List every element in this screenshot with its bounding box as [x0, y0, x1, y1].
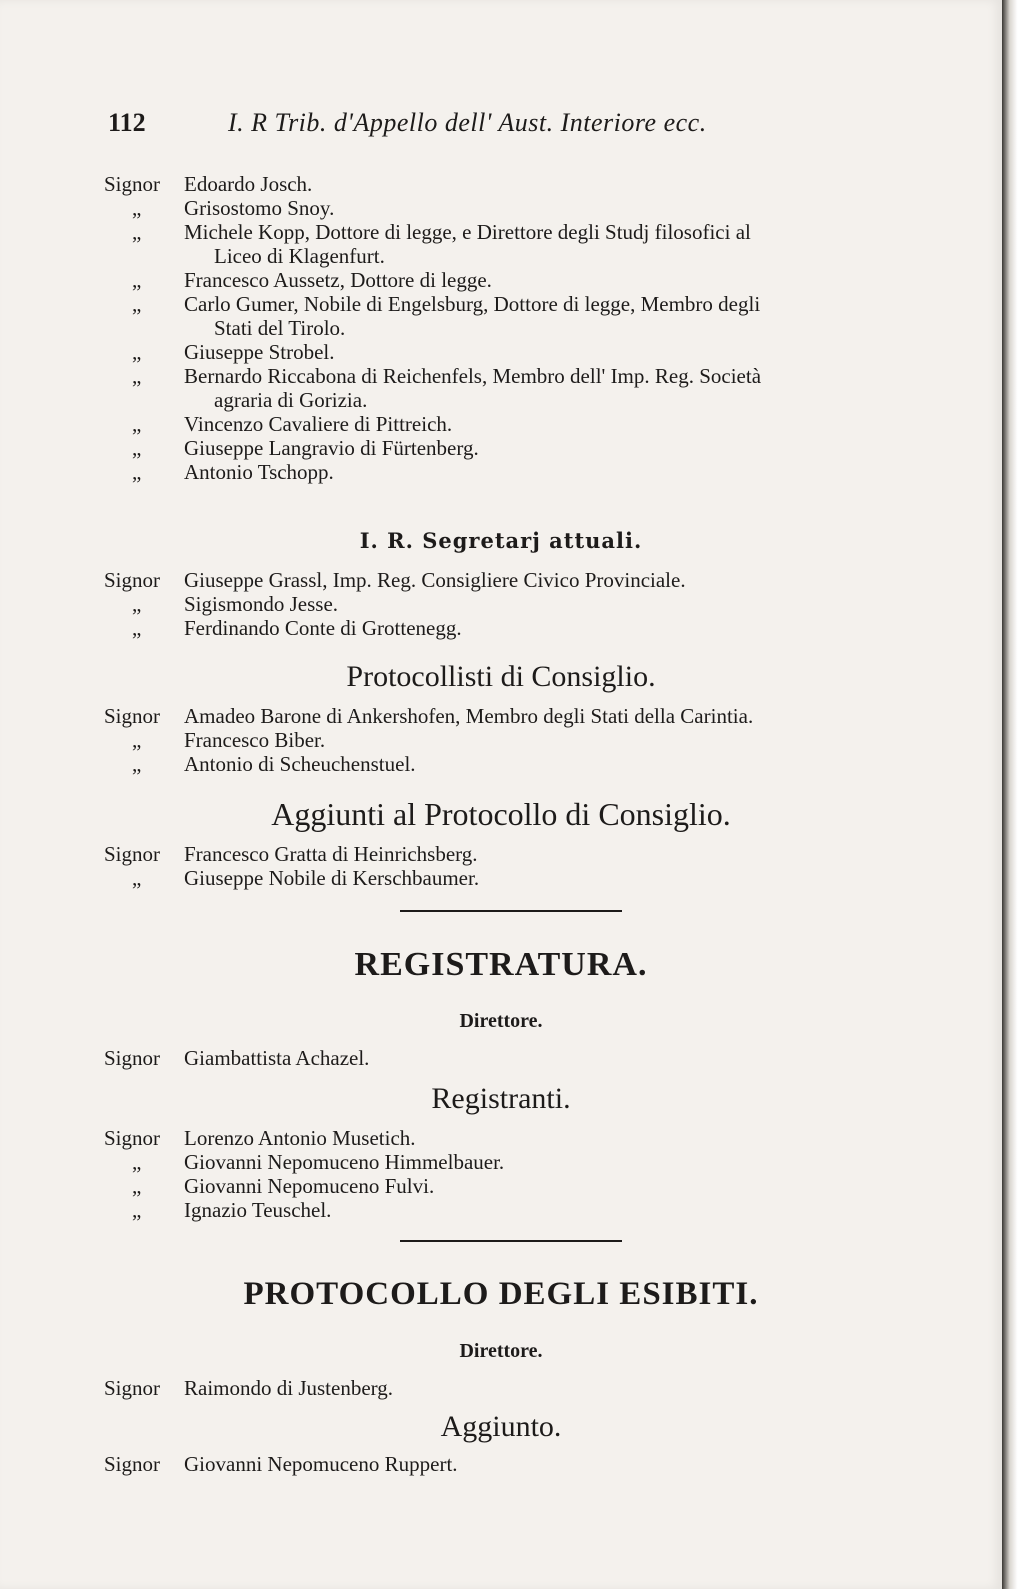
- esibiti-aggiunto: [104, 1452, 934, 1476]
- list-item: [104, 364, 934, 412]
- ditto-mark: „: [132, 412, 142, 436]
- entry-prefix: Signor: [104, 568, 161, 592]
- entry-text: Giuseppe Grassl, Imp. Reg. Consigliere Civico Provinciale.: [184, 568, 686, 592]
- list-item: [104, 704, 934, 728]
- registratura-direttore: [104, 1046, 934, 1070]
- entry-text: Francesco Biber.: [184, 728, 326, 752]
- entry-text: Amadeo Barone di Ankershofen, Membro degli Stati della Carintia.: [184, 704, 754, 728]
- ditto-mark: „: [132, 1150, 142, 1174]
- ditto-mark: „: [132, 220, 142, 244]
- entry-text: Giuseppe Langravio di Fürtenberg.: [184, 436, 479, 460]
- entry-text: Sigismondo Jesse.: [184, 592, 339, 616]
- list-item: [104, 220, 934, 268]
- list-item: [104, 592, 934, 616]
- entry-prefix: Signor: [104, 172, 161, 196]
- consiglieri-list: [104, 172, 934, 484]
- entry-text: Giovanni Nepomuceno Ruppert.: [184, 1452, 458, 1476]
- section-divider: [400, 1240, 622, 1242]
- list-item: [104, 728, 934, 752]
- entry-text: Carlo Gumer, Nobile di Engelsburg, Dottore di legge, Membro degli: [184, 292, 761, 316]
- entry-continuation: agraria di Gorizia.: [214, 388, 368, 412]
- ditto-mark: „: [132, 616, 142, 640]
- entry-prefix: Signor: [104, 704, 161, 728]
- list-item: [104, 268, 934, 292]
- list-item: [104, 292, 934, 340]
- aggiunti-list: [104, 842, 934, 890]
- ditto-mark: „: [132, 364, 142, 388]
- entry-text: Antonio Tschopp.: [184, 460, 334, 484]
- esibiti-direttore-heading: Direttore.: [459, 1340, 543, 1362]
- section-divider: [400, 910, 622, 912]
- list-item: [104, 1150, 934, 1174]
- list-item: [104, 1046, 934, 1070]
- esibiti-direttore: [104, 1376, 934, 1400]
- entry-text: Giuseppe Strobel.: [184, 340, 335, 364]
- aggiunto-heading: Aggiunto.: [440, 1410, 562, 1443]
- ditto-mark: „: [132, 340, 142, 364]
- ditto-mark: „: [132, 268, 142, 292]
- entry-text: Bernardo Riccabona di Reichenfels, Membro dell' Imp. Reg. Società: [184, 364, 762, 388]
- ditto-mark: „: [132, 592, 142, 616]
- entry-text: Vincenzo Cavaliere di Pittreich.: [184, 412, 453, 436]
- entry-text: Giovanni Nepomuceno Himmelbauer.: [184, 1150, 505, 1174]
- entry-text: Antonio di Scheuchenstuel.: [184, 752, 416, 776]
- entry-text: Edoardo Josch.: [184, 172, 313, 196]
- list-item: [104, 196, 934, 220]
- entry-text: Francesco Aussetz, Dottore di legge.: [184, 268, 492, 292]
- aggiunti-heading: Aggiunti al Protocollo di Consiglio.: [271, 796, 731, 832]
- registranti-heading: Registranti.: [431, 1082, 571, 1115]
- ditto-mark: „: [132, 1198, 142, 1222]
- protocollisti-heading: Protocollisti di Consiglio.: [346, 660, 656, 693]
- list-item: [104, 568, 934, 592]
- ditto-mark: „: [132, 866, 142, 890]
- ditto-mark: „: [132, 752, 142, 776]
- list-item: [104, 412, 934, 436]
- list-item: [104, 436, 934, 460]
- list-item: [104, 866, 934, 890]
- entry-prefix: Signor: [104, 1126, 161, 1150]
- protocollo-esibiti-heading: PROTOCOLLO DEGLI ESIBITI.: [243, 1276, 759, 1312]
- entry-text: Giovanni Nepomuceno Fulvi.: [184, 1174, 435, 1198]
- list-item: [104, 616, 934, 640]
- registranti-list: [104, 1126, 934, 1222]
- entry-text: Grisostomo Snoy.: [184, 196, 335, 220]
- ditto-mark: „: [132, 196, 142, 220]
- entry-text: Francesco Gratta di Heinrichsberg.: [184, 842, 478, 866]
- list-item: [104, 842, 934, 866]
- entry-text: Ferdinando Conte di Grottenegg.: [184, 616, 462, 640]
- protocollisti-list: [104, 704, 934, 776]
- list-item: [104, 1198, 934, 1222]
- entry-text: Ignazio Teuschel.: [184, 1198, 332, 1222]
- ditto-mark: „: [132, 1174, 142, 1198]
- segretarj-list: [104, 568, 934, 640]
- entry-prefix: Signor: [104, 1376, 161, 1400]
- entry-continuation: Liceo di Klagenfurt.: [214, 244, 385, 268]
- entry-text: Giuseppe Nobile di Kerschbaumer.: [184, 866, 480, 890]
- page-number: 112: [108, 108, 146, 137]
- ditto-mark: „: [132, 728, 142, 752]
- registratura-direttore-heading: Direttore.: [459, 1010, 543, 1032]
- entry-text: Michele Kopp, Dottore di legge, e Direttore degli Studj filosofici al: [184, 220, 751, 244]
- entry-continuation: Stati del Tirolo.: [214, 316, 346, 340]
- list-item: [104, 752, 934, 776]
- segretarj-heading: I. R. Segretarj attuali.: [359, 528, 643, 553]
- list-item: [104, 460, 934, 484]
- ditto-mark: „: [132, 292, 142, 316]
- page-header: [108, 108, 928, 148]
- entry-prefix: Signor: [104, 842, 161, 866]
- list-item: [104, 172, 934, 196]
- entry-text: Raimondo di Justenberg.: [184, 1376, 394, 1400]
- entry-prefix: Signor: [104, 1452, 161, 1476]
- entry-prefix: Signor: [104, 1046, 161, 1070]
- ditto-mark: „: [132, 436, 142, 460]
- entry-text: Giambattista Achazel.: [184, 1046, 370, 1070]
- list-item: [104, 1174, 934, 1198]
- ditto-mark: „: [132, 460, 142, 484]
- list-item: [104, 1376, 934, 1400]
- running-title: I. R Trib. d'Appello dell' Aust. Interiore ecc.: [228, 108, 707, 137]
- registratura-heading: REGISTRATURA.: [354, 946, 648, 983]
- page-edge: [1002, 0, 1024, 1589]
- list-item: [104, 340, 934, 364]
- entry-text: Lorenzo Antonio Musetich.: [184, 1126, 416, 1150]
- list-item: [104, 1452, 934, 1476]
- list-item: [104, 1126, 934, 1150]
